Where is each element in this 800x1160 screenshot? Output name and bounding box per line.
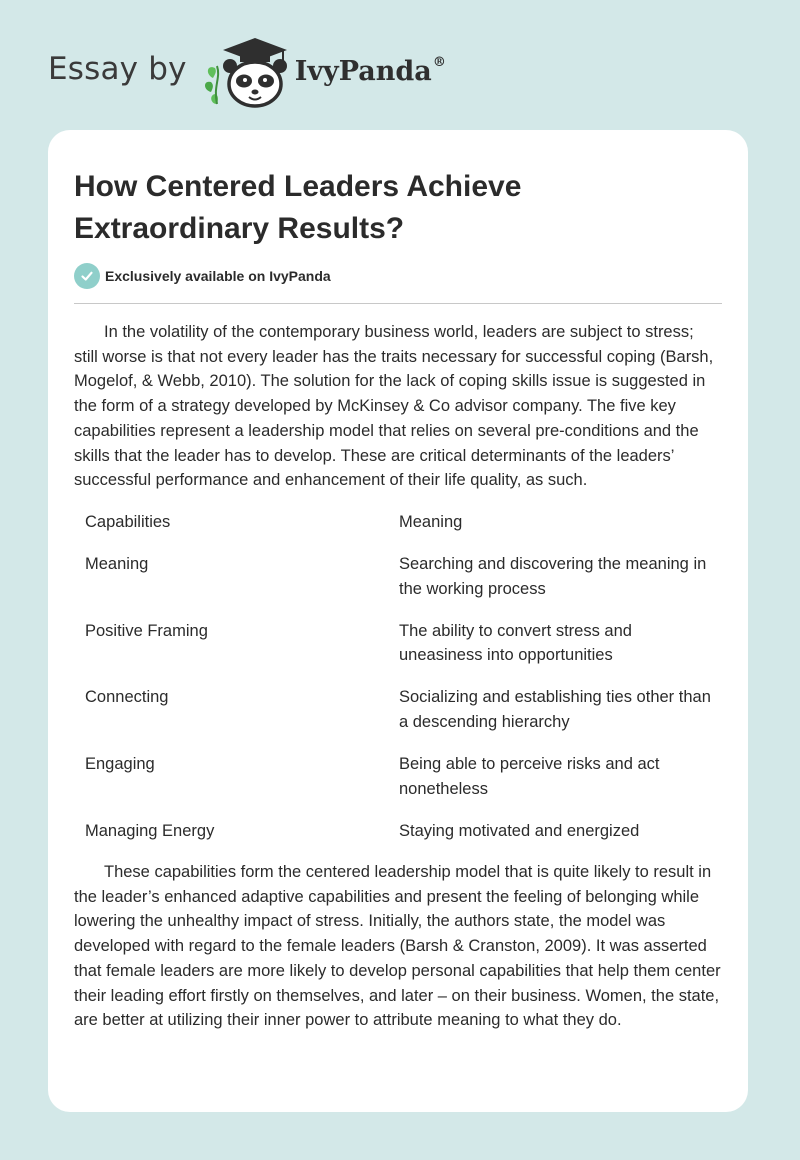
table-cell-capability: Connecting	[85, 688, 169, 707]
brand-header	[48, 34, 446, 110]
paragraph-intro: In the volatility of the contemporary business world, leaders are subject to stress; still worse is that not every leader has the traits necessary for successful coping (Barsh, Mogelof, & Webb, 2010). The solution for the lack of coping skills issue is suggested in the form of a strategy developed by McKinsey & Co advisor company. The five key capabilities represent a leadership model that relies on several pre-conditions and the skills that the leader has to develop. These are critical determinants of the leaders’ successful performance and enhancement of their life quality, as such.	[74, 323, 714, 490]
table-header-meaning: Meaning	[399, 513, 463, 531]
essay-card	[48, 130, 748, 1112]
table-cell-capability: Meaning	[85, 555, 149, 573]
table-row	[74, 619, 722, 668]
divider	[74, 303, 722, 304]
table-cell-meaning: Being able to perceive risks and act nonetheless	[399, 755, 660, 798]
table-cell-capability: Positive Framing	[85, 621, 208, 640]
table-cell-capability: Managing Energy	[85, 821, 215, 840]
table-row	[74, 752, 722, 801]
paragraph-conclusion: These capabilities form the centered leadership model that is quite likely to result in the leader’s enhanced adaptive capabilities and present the feeling of belonging while lowering the unhealthy impact of stress. Initially, the authors state, the model was developed with regard to the female leaders (Barsh & Cranston, 2009). It was asserted that female leaders are more likely to develop personal capabilities that help them center their leading effort firstly on themselves, and later – on their business. Women, the state, are better at utilizing their inner power to attribute meaning to what they do.	[74, 863, 721, 1030]
exclusive-label: Exclusively available on IvyPanda	[105, 268, 331, 284]
capabilities-table	[74, 510, 722, 844]
table-cell-meaning: The ability to convert stress and uneasiness into opportunities	[399, 621, 632, 665]
check-circle-icon	[74, 263, 100, 289]
table-row	[74, 685, 722, 734]
table-cell-meaning: Searching and discovering the meaning in the working process	[399, 555, 707, 598]
table-row	[74, 819, 722, 844]
exclusive-badge	[74, 263, 331, 289]
table-cell-meaning: Staying motivated and energized	[399, 821, 640, 840]
brand-name: IvyPanda®	[294, 55, 446, 87]
table-cell-capability: Engaging	[85, 755, 155, 774]
table-cell-meaning: Socializing and establishing ties other than a descending hierarchy	[399, 688, 711, 732]
brand-prefix: Essay by	[48, 51, 187, 87]
table-header-capabilities: Capabilities	[85, 513, 171, 531]
essay-title: How Centered Leaders Achieve Extraordinary Results?	[74, 170, 522, 245]
table-row	[74, 552, 722, 601]
panda-graduation-cap-logo-icon[interactable]	[203, 34, 291, 110]
table-header-row	[74, 510, 722, 535]
